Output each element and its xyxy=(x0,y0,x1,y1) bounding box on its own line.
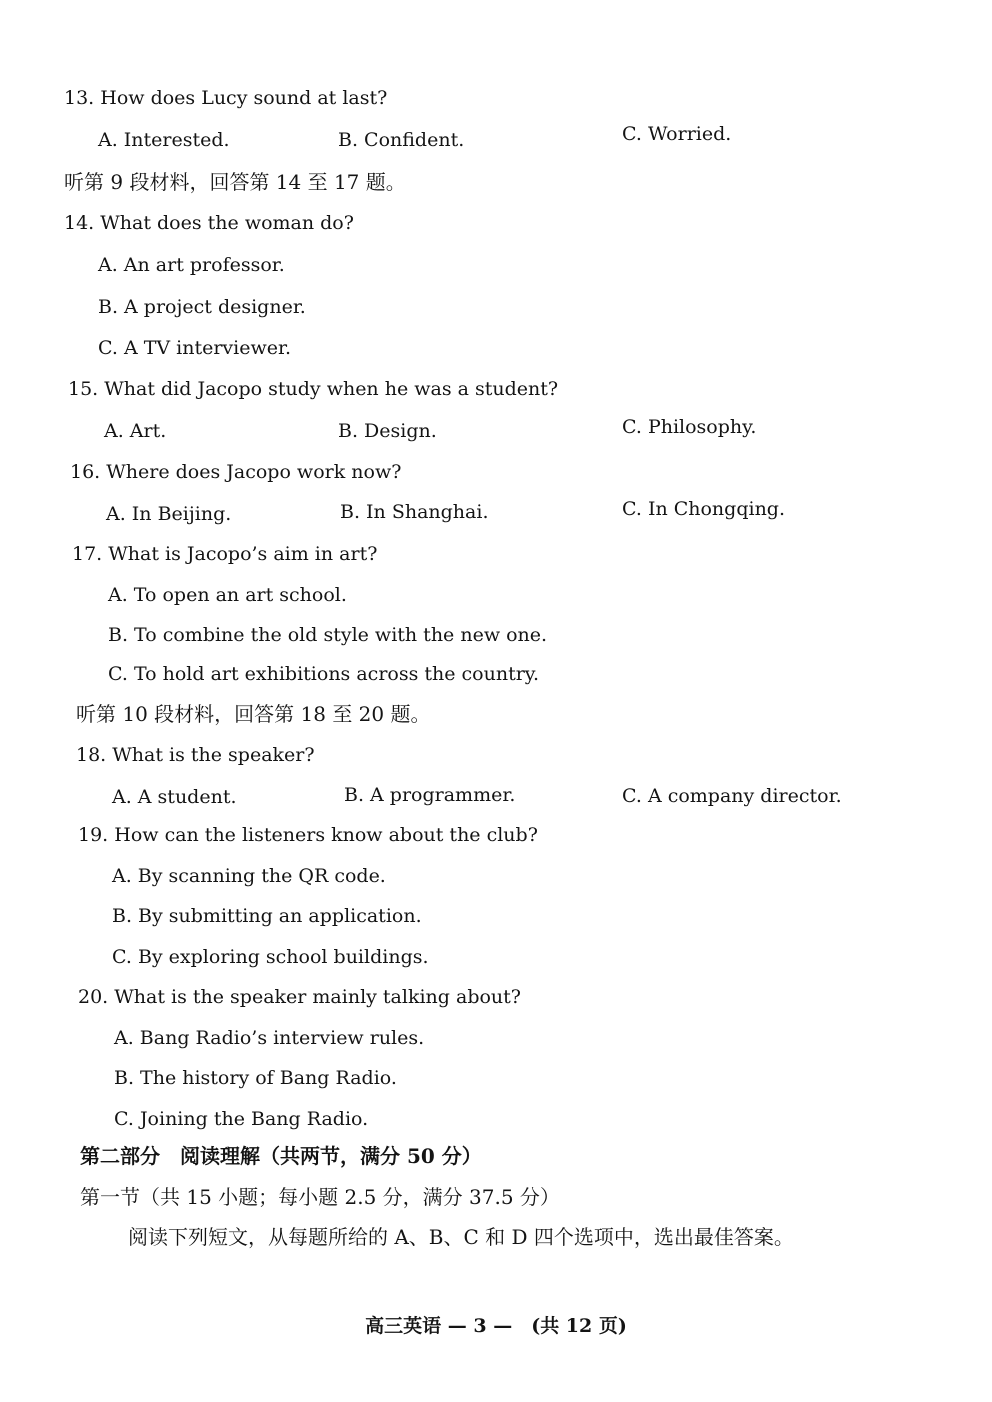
question-13-option-a: A. Interested. xyxy=(98,129,230,151)
question-18-stem: 18. What is the speaker? xyxy=(76,744,315,766)
part-two-heading: 第二部分 阅读理解（共两节，满分 50 分） xyxy=(80,1144,482,1168)
question-17-option-b: B. To combine the old style with the new one. xyxy=(108,624,548,646)
listening-instruction-9: 听第 9 段材料，回答第 14 至 17 题。 xyxy=(64,170,406,194)
question-18-option-b: B. A programmer. xyxy=(344,784,516,806)
question-13-option-b: B. Confident. xyxy=(338,129,465,151)
listening-instruction-10: 听第 10 段材料，回答第 18 至 20 题。 xyxy=(76,702,431,726)
reading-instruction: 阅读下列短文，从每题所给的 A、B、C 和 D 四个选项中，选出最佳答案。 xyxy=(128,1225,794,1249)
question-16-option-b: B. In Shanghai. xyxy=(340,501,489,523)
question-20-option-c: C. Joining the Bang Radio. xyxy=(114,1108,369,1130)
question-19-option-b: B. By submitting an application. xyxy=(112,905,422,927)
question-14-stem: 14. What does the woman do? xyxy=(64,212,354,234)
question-15-stem: 15. What did Jacopo study when he was a student? xyxy=(68,378,559,400)
question-16-stem: 16. Where does Jacopo work now? xyxy=(70,461,402,483)
question-17-option-a: A. To open an art school. xyxy=(108,584,347,606)
question-20-stem: 20. What is the speaker mainly talking about? xyxy=(78,986,521,1008)
page-footer: 高三英语 — 3 — (共 12 页) xyxy=(365,1315,627,1337)
question-19-option-a: A. By scanning the QR code. xyxy=(112,865,386,887)
question-13-stem: 13. How does Lucy sound at last? xyxy=(64,87,388,109)
question-15-option-a: A. Art. xyxy=(104,420,167,442)
question-17-stem: 17. What is Jacopo’s aim in art? xyxy=(72,543,378,565)
question-16-option-a: A. In Beijing. xyxy=(106,503,232,525)
question-15-option-b: B. Design. xyxy=(338,420,437,442)
question-18-option-c: C. A company director. xyxy=(622,785,842,807)
question-14-option-b: B. A project designer. xyxy=(98,296,306,318)
question-20-option-a: A. Bang Radio’s interview rules. xyxy=(114,1027,425,1049)
question-13-option-c: C. Worried. xyxy=(622,123,732,145)
question-15-option-c: C. Philosophy. xyxy=(622,416,757,438)
question-17-option-c: C. To hold art exhibitions across the country. xyxy=(108,663,540,685)
question-14-option-a: A. An art professor. xyxy=(98,254,285,276)
question-14-option-c: C. A TV interviewer. xyxy=(98,337,292,359)
question-20-option-b: B. The history of Bang Radio. xyxy=(114,1067,397,1089)
question-19-stem: 19. How can the listeners know about the club? xyxy=(78,824,538,846)
question-16-option-c: C. In Chongqing. xyxy=(622,498,786,520)
question-18-option-a: A. A student. xyxy=(112,786,237,808)
question-19-option-c: C. By exploring school buildings. xyxy=(112,946,429,968)
section-one-heading: 第一节（共 15 小题；每小题 2.5 分，满分 37.5 分） xyxy=(80,1185,560,1209)
